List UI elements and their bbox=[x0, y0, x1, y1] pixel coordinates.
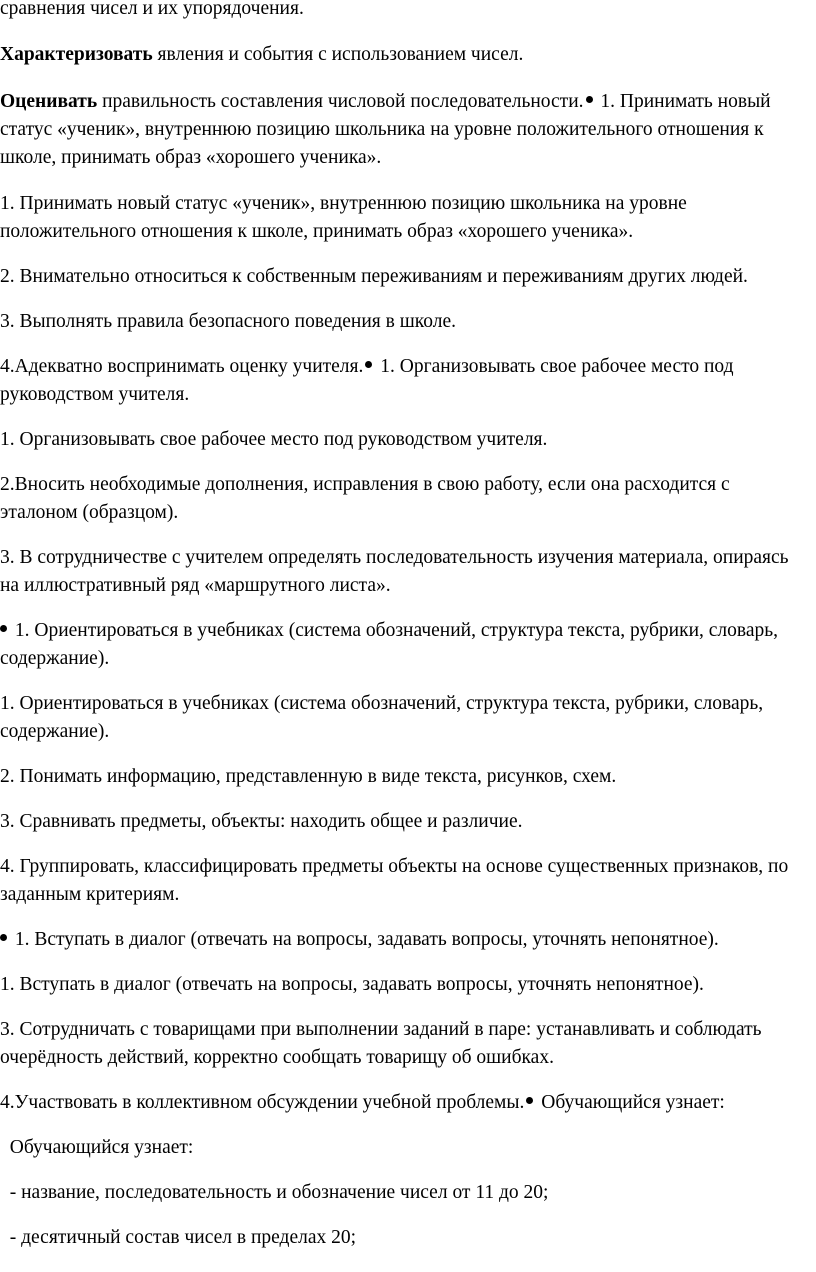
bullet-icon bbox=[365, 361, 372, 368]
paragraph: Характеризовать явления и события с использованием чисел. bbox=[0, 44, 524, 65]
paragraph: 1. Ориентироваться в учебниках (система обозначений, структура текста, рубрики, словарь, содержание). bbox=[0, 693, 764, 742]
paragraph: Обучающийся узнает: bbox=[0, 1137, 194, 1158]
paragraph: 3. Выполнять правила безопасного поведения в школе. bbox=[0, 311, 456, 332]
paragraph: 1. Вступать в диалог (отвечать на вопросы, задавать вопросы, уточнять непонятное). bbox=[0, 974, 704, 995]
paragraph: 1. Организовывать свое рабочее место под руководством учителя. bbox=[0, 429, 548, 450]
paragraph: 4.Участвовать в коллективном обсуждении учебной проблемы. Обучающийся узнает: bbox=[0, 1092, 725, 1113]
paragraph: 1. Ориентироваться в учебниках (система обозначений, структура текста, рубрики, словарь, содержание). bbox=[0, 620, 779, 669]
paragraph: 4.Адекватно воспринимать оценку учителя. 1. Организовывать свое рабочее место под руководством учителя. bbox=[0, 356, 734, 405]
paragraph: 3. В сотрудничестве с учителем определять последовательность изучения материала, опираясь на иллюстративный ряд «маршрутного листа». bbox=[0, 547, 789, 596]
paragraph: 3. Сотрудничать с товарищами при выполнении заданий в паре: устанавливать и соблюдать очерёдность действий, корректно сообщать товарищу об ошибках. bbox=[0, 1019, 762, 1068]
paragraph: 3. Сравнивать предметы, объекты: находить общее и различие. bbox=[0, 811, 523, 832]
bullet-icon bbox=[0, 934, 7, 941]
paragraph: Оценивать правильность составления числовой последовательности. 1. Принимать новый статус «ученик», внутреннюю позицию школьника на уровне положительного отношения к школе, принимать образ «хорошего ученика». bbox=[0, 91, 771, 168]
bullet-icon bbox=[0, 625, 7, 632]
bullet-icon bbox=[526, 1097, 533, 1104]
bold-term: Оценивать bbox=[0, 91, 98, 112]
paragraph: 1. Принимать новый статус «ученик», внутреннюю позицию школьника на уровне положительного отношения к школе, принимать образ «хорошего ученика». bbox=[0, 193, 687, 242]
paragraph: 2. Понимать информацию, представленную в виде текста, рисунков, схем. bbox=[0, 766, 617, 787]
bullet-icon bbox=[586, 96, 593, 103]
bold-term: Характеризовать bbox=[0, 44, 153, 65]
paragraph: - название, последовательность и обозначение чисел от 11 до 20; bbox=[0, 1182, 549, 1203]
paragraph: 1. Вступать в диалог (отвечать на вопросы, задавать вопросы, уточнять непонятное). bbox=[0, 926, 808, 954]
paragraph: сравнения чисел и их упорядочения. bbox=[0, 0, 304, 19]
paragraph: 4. Группировать, классифицировать предметы объекты на основе существенных признаков, по заданным критериям. bbox=[0, 856, 789, 905]
paragraph: 2. Внимательно относиться к собственным переживаниям и переживаниям других людей. bbox=[0, 266, 748, 287]
paragraph: - десятичный состав чисел в пределах 20; bbox=[0, 1227, 357, 1248]
paragraph: 2.Вносить необходимые дополнения, исправления в свою работу, если она расходится с эталоном (образцом). bbox=[0, 474, 730, 523]
